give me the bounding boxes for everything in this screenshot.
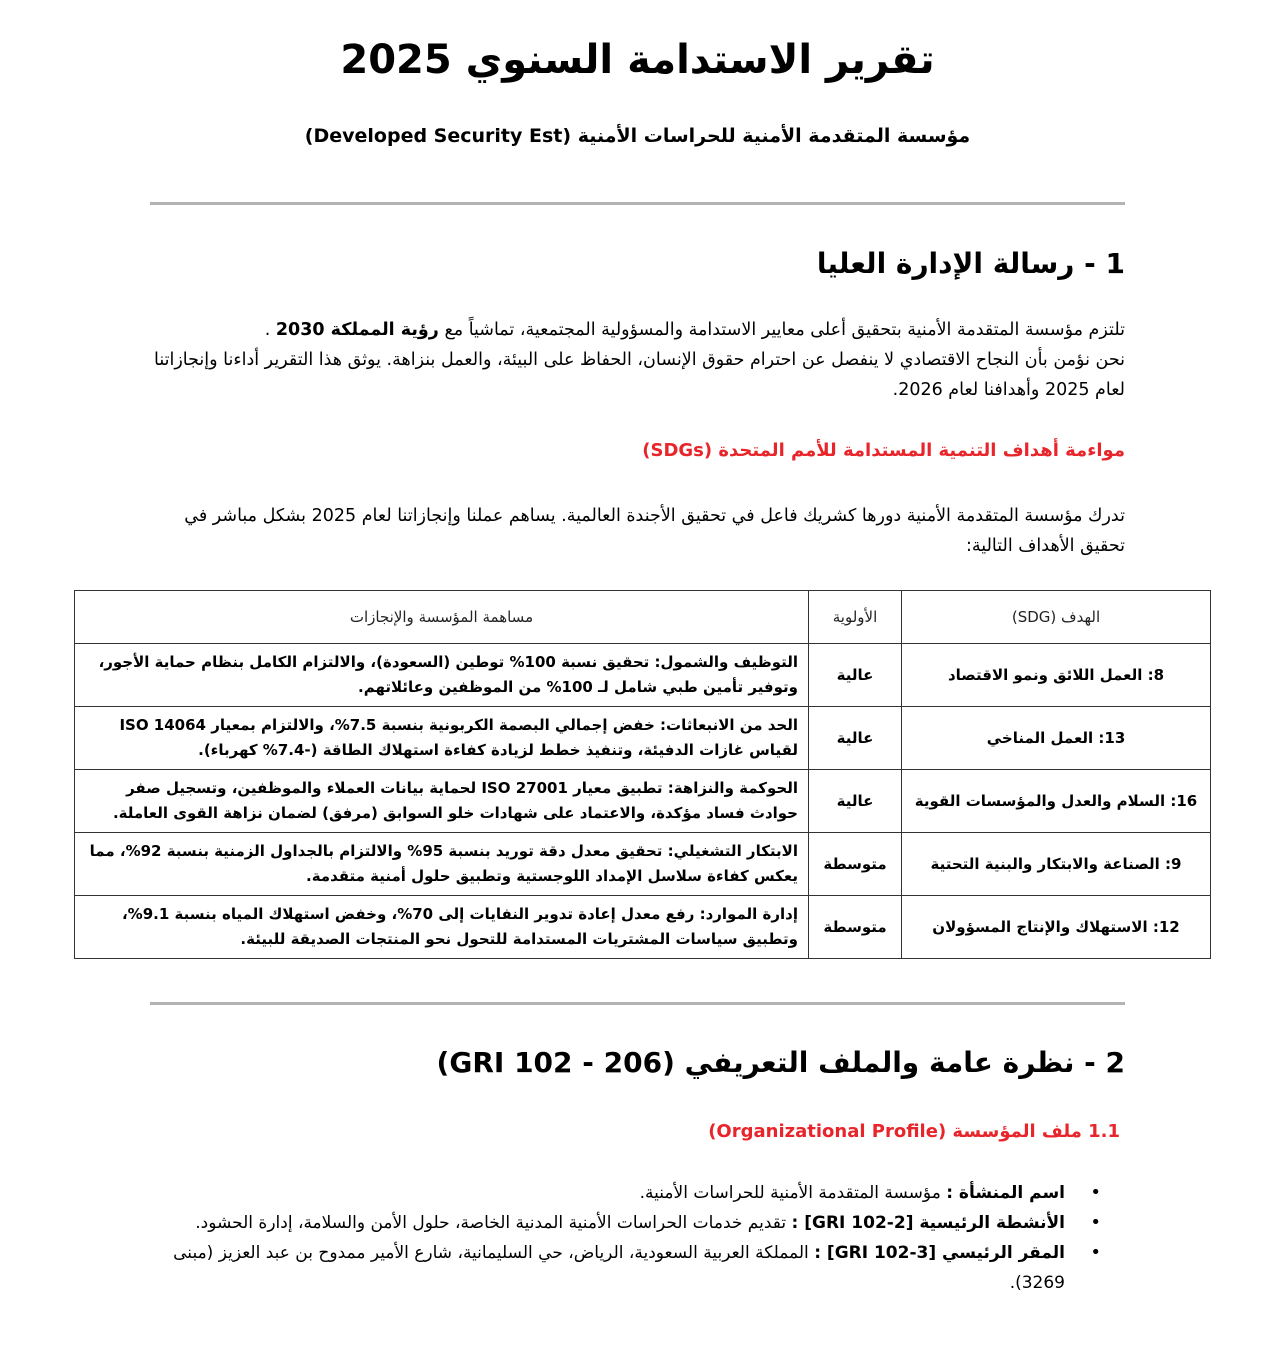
sdg-table <box>74 590 1211 959</box>
section1-heading: 1 - رسالة الإدارة العليا <box>816 247 1125 280</box>
sdg-intro: تدرك مؤسسة المتقدمة الأمنية دورها كشريك فاعل في تحقيق الأجندة العالمية. يساهم عملنا وإنجازاتنا لعام 2025 بشكل مباشر في تحقيق الأهداف التالية: <box>184 506 1125 556</box>
table-row <box>75 896 1211 959</box>
divider-top <box>150 202 1125 205</box>
contribution-cell: الحوكمة والنزاهة: تطبيق معيار ISO 27001 لحماية بيانات العملاء والموظفين، وتسجيل صفر حوادث فساد مؤكدة، والاعتماد على شهادات خلو السوابق (مرفق) لضمان نزاهة القوى العاملة. <box>75 770 809 833</box>
sdg-table-header <box>75 591 1211 644</box>
item-value: المملكة العربية السعودية، الرياض، حي السليمانية، شارع الأمير ممدوح بن عبد العزيز (مبنى 3269). <box>173 1243 1065 1293</box>
contribution-cell: التوظيف والشمول: تحقيق نسبة 100% توطين (السعودة)، والالتزام الكامل بنظام حماية الأجور، وتوفير تأمين طبي شامل لـ 100% من الموظفين وعائلاتهم. <box>75 644 809 707</box>
table-row <box>75 770 1211 833</box>
org-profile-list <box>145 1178 1065 1298</box>
report-subtitle: مؤسسة المتقدمة الأمنية للحراسات الأمنية (Developed Security Est) <box>304 125 971 147</box>
item-label: المقر الرئيسي [GRI 102-3] : <box>814 1243 1065 1263</box>
vision-2030-bold: رؤية المملكة 2030 <box>275 320 439 340</box>
list-item <box>145 1208 1065 1238</box>
table-row <box>75 644 1211 707</box>
priority-cell: عالية <box>809 644 902 707</box>
header-goal: الهدف (SDG) <box>902 591 1211 644</box>
section2-heading: 2 - نظرة عامة والملف التعريفي (206 - 102 GRI) <box>436 1046 1125 1079</box>
item-value: مؤسسة المتقدمة الأمنية للحراسات الأمنية. <box>639 1183 947 1203</box>
divider-middle <box>150 1002 1125 1005</box>
goal-cell: 8: العمل اللائق ونمو الاقتصاد <box>902 644 1211 707</box>
report-title: تقرير الاستدامة السنوي 2025 <box>340 37 935 83</box>
priority-cell: متوسطة <box>809 896 902 959</box>
contribution-cell: الحد من الانبعاثات: خفض إجمالي البصمة الكربونية بنسبة 7.5%، والالتزام بمعيار ISO 14064 لقياس غازات الدفيئة، وتنفيذ خطط لزيادة كفاءة استهلاك الطاقة (-7.4% كهرباء). <box>75 707 809 770</box>
list-item <box>145 1178 1065 1208</box>
item-label: اسم المنشأة : <box>946 1183 1065 1203</box>
priority-cell: عالية <box>809 770 902 833</box>
sdg-heading: مواءمة أهداف التنمية المستدامة للأمم المتحدة (SDGs) <box>642 440 1125 461</box>
contribution-cell: الابتكار التشغيلي: تحقيق معدل دقة توريد بنسبة 95% والالتزام بالجداول الزمنية بنسبة 92%، مما يعكس كفاءة سلاسل الإمداد اللوجستية وتطبيق حلول أمنية متقدمة. <box>75 833 809 896</box>
goal-cell: 13: العمل المناخي <box>902 707 1211 770</box>
header-contribution: مساهمة المؤسسة والإنجازات <box>75 591 809 644</box>
item-label: الأنشطة الرئيسية [GRI 102-2] : <box>791 1213 1065 1233</box>
org-profile-heading: 1.1 ملف المؤسسة (Organizational Profile) <box>708 1121 1120 1142</box>
management-message <box>140 315 1125 405</box>
header-priority: الأولوية <box>809 591 902 644</box>
table-row <box>75 707 1211 770</box>
intro-part1: تلتزم مؤسسة المتقدمة الأمنية بتحقيق أعلى معايير الاستدامة والمسؤولية المجتمعية، تماشياً مع <box>438 320 1125 340</box>
intro-rest: نحن نؤمن بأن النجاح الاقتصادي لا ينفصل عن احترام حقوق الإنسان، الحفاظ على البيئة، والعمل بنزاهة. يوثق هذا التقرير أداءنا وإنجازاتنا لعام 2025 وأهدافنا لعام 2026. <box>154 350 1125 400</box>
list-item <box>145 1238 1065 1298</box>
goal-cell: 12: الاستهلاك والإنتاج المسؤولان <box>902 896 1211 959</box>
goal-cell: 16: السلام والعدل والمؤسسات القوية <box>902 770 1211 833</box>
priority-cell: عالية <box>809 707 902 770</box>
contribution-cell: إدارة الموارد: رفع معدل إعادة تدوير النفايات إلى 70%، وخفض استهلاك المياه بنسبة 9.1%، وتطبيق سياسات المشتريات المستدامة للتحول نحو المنتجات الصديقة للبيئة. <box>75 896 809 959</box>
goal-cell: 9: الصناعة والابتكار والبنية التحتية <box>902 833 1211 896</box>
table-row <box>75 833 1211 896</box>
item-value: تقديم خدمات الحراسات الأمنية المدنية الخاصة، حلول الأمن والسلامة، إدارة الحشود. <box>195 1213 792 1233</box>
intro-part2: . <box>264 320 276 340</box>
priority-cell: متوسطة <box>809 833 902 896</box>
